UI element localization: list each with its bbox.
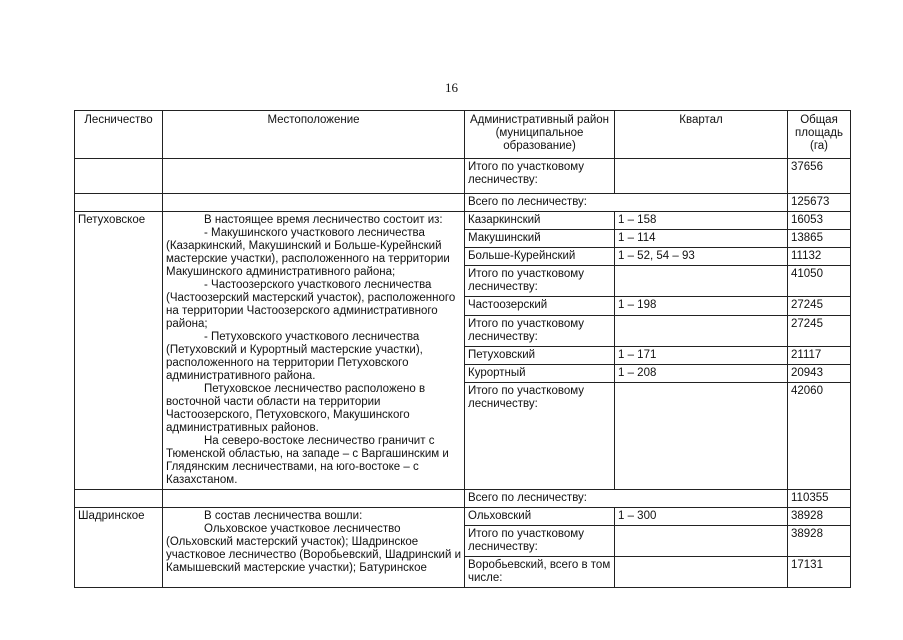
quarter-cell (615, 526, 788, 557)
area-cell: 16053 (788, 212, 851, 230)
area-cell: 20943 (788, 364, 851, 382)
header-quarter: Квартал (615, 111, 788, 159)
location-description (163, 212, 465, 490)
description-paragraph: В настоящее время лесничество состоит из: (204, 214, 443, 226)
quarter-cell: 1 – 52, 54 – 93 (615, 248, 788, 266)
district-cell: Итого по участковому лесничеству: (465, 159, 615, 194)
table-row (75, 508, 851, 526)
area-cell: 27245 (788, 315, 851, 346)
area-cell: 27245 (788, 297, 851, 315)
area-cell: 17131 (788, 557, 851, 588)
quarter-cell (615, 315, 788, 346)
district-cell: Итого по участковому лесничеству: (465, 383, 615, 490)
quarter-cell: 1 – 208 (615, 364, 788, 382)
description-paragraph: - Частоозерского участкового лесничества (Частоозерский мастерский участок), расположенного на территории Частоозерского административного района; (166, 279, 456, 330)
quarter-cell: 1 – 171 (615, 346, 788, 364)
district-cell: Макушинский (465, 230, 615, 248)
area-cell: 42060 (788, 383, 851, 490)
page-number: 16 (445, 80, 458, 95)
total-label-cell: Всего по лесничеству: (465, 194, 788, 212)
description-paragraph: В состав лесничества вошли: (204, 510, 363, 522)
location-cell (163, 490, 465, 508)
table-header-row (75, 111, 851, 159)
district-cell: Итого по участковому лесничеству: (465, 315, 615, 346)
district-cell: Казаркинский (465, 212, 615, 230)
header-area: Общая площадь (га) (788, 111, 851, 159)
area-cell: 38928 (788, 526, 851, 557)
description-paragraph: - Макушинского участкового лесничества (Казаркинский, Макушинский и Больше-Курейнский мастерские участки), расположенного на территории Макушинского административного района; (166, 227, 450, 278)
district-cell: Курортный (465, 364, 615, 382)
forestry-name-cell: Шадринское (75, 508, 163, 588)
table-row (75, 159, 851, 194)
location-cell (163, 159, 465, 194)
district-cell: Итого по участковому лесничеству: (465, 266, 615, 297)
location-description (163, 508, 465, 588)
quarter-cell (615, 383, 788, 490)
quarter-cell (615, 159, 788, 194)
forestry-table (74, 110, 851, 588)
quarter-cell (615, 557, 788, 588)
quarter-cell: 1 – 114 (615, 230, 788, 248)
description-paragraph: Ольховское участковое лесничество (Ольховский мастерский участок); Шадринское участковое лесничество (Воробьевский, Шадринский и Камышевский мастерские участки); Батуринское (166, 523, 462, 574)
total-label-cell: Всего по лесничеству: (465, 490, 788, 508)
forestry-name-cell: Петуховское (75, 212, 163, 490)
table-row (75, 490, 851, 508)
quarter-cell (615, 266, 788, 297)
quarter-cell: 1 – 198 (615, 297, 788, 315)
quarter-cell: 1 – 158 (615, 212, 788, 230)
district-cell: Частоозерский (465, 297, 615, 315)
description-paragraph: - Петуховского участкового лесничества (Петуховский и Курортный мастерские участки), расположенного на территории Петуховского административного района. (166, 331, 423, 382)
forestry-cell (75, 194, 163, 212)
district-cell: Итого по участковому лесничеству: (465, 526, 615, 557)
area-cell: 37656 (788, 159, 851, 194)
area-cell: 21117 (788, 346, 851, 364)
header-forestry: Лесничество (75, 111, 163, 159)
table-row (75, 194, 851, 212)
area-cell: 38928 (788, 508, 851, 526)
header-location: Местоположение (163, 111, 465, 159)
description-paragraph: Петуховское лесничество расположено в восточной части области на территории Частоозерского, Петуховского, Макушинского административных районов. (166, 383, 426, 434)
area-cell: 125673 (788, 194, 851, 212)
quarter-cell: 1 – 300 (615, 508, 788, 526)
location-cell (163, 194, 465, 212)
description-paragraph: На северо-востоке лесничество граничит с Тюменской областью, на западе – с Варгашинским и Глядянским лесничествами, на юго-востоке – с Казахстаном. (166, 435, 449, 486)
area-cell: 13865 (788, 230, 851, 248)
district-cell: Петуховский (465, 346, 615, 364)
district-cell: Воробьевский, всего в том числе: (465, 557, 615, 588)
table-row (75, 212, 851, 230)
area-cell: 41050 (788, 266, 851, 297)
district-cell: Больше-Курейнский (465, 248, 615, 266)
header-district: Административный район (муниципальное образование) (465, 111, 615, 159)
area-cell: 110355 (788, 490, 851, 508)
forestry-cell (75, 159, 163, 194)
area-cell: 11132 (788, 248, 851, 266)
district-cell: Ольховский (465, 508, 615, 526)
forestry-cell (75, 490, 163, 508)
